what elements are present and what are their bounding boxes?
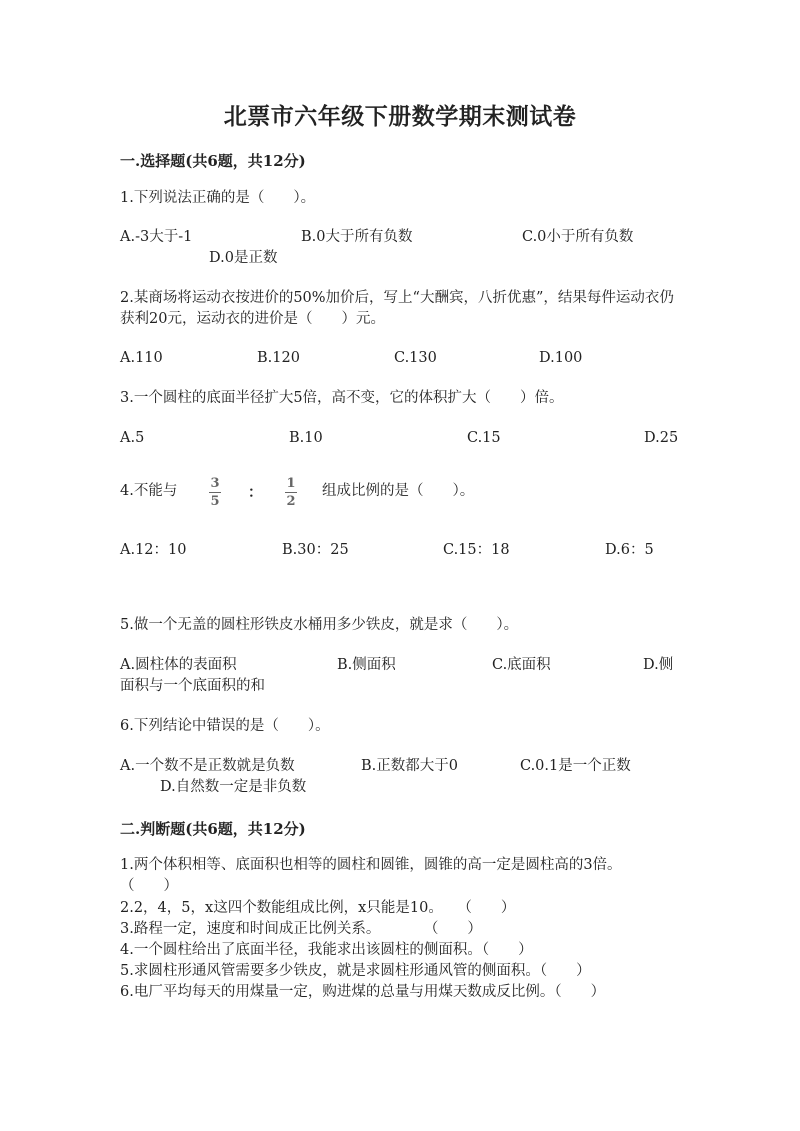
fraction-denominator: 5 — [210, 494, 220, 509]
q2-option-b: B.120 — [257, 350, 300, 366]
q6-option-d: D.自然数一定是非负数 — [160, 779, 307, 795]
question-3: 3.一个圆柱的底面半径扩大5倍，高不变，它的体积扩大（ ）倍。 — [120, 390, 564, 406]
q4-option-a: A.12：10 — [120, 542, 187, 558]
question-4-prefix: 4.不能与 — [120, 483, 178, 499]
q1-option-b: B.0大于所有负数 — [301, 229, 413, 245]
q5-option-d-line1: D.侧 — [643, 657, 674, 673]
fraction-three-fifths — [209, 476, 221, 509]
q4-option-b: B.30：25 — [282, 542, 349, 558]
q3-option-c: C.15 — [467, 430, 501, 446]
judgement-item-6: 6.电厂平均每天的用煤量一定，购进煤的总量与用煤天数成反比例。（ ） — [120, 984, 606, 1000]
fraction-denominator: 2 — [286, 494, 296, 509]
q5-option-a: A.圆柱体的表面积 — [120, 657, 237, 673]
q5-option-c: C.底面积 — [492, 657, 551, 673]
fraction-bar — [209, 492, 221, 493]
judgement-item-1: 1.两个体积相等、底面积也相等的圆柱和圆锥，圆锥的高一定是圆柱高的3倍。（ ） — [120, 857, 622, 894]
q5-option-b: B.侧面积 — [337, 657, 396, 673]
judgement-item-2: 2.2，4，5，x这四个数能组成比例，x只能是10。 （ ） — [120, 900, 516, 916]
judgement-item-4: 4.一个圆柱给出了底面半径，我能求出该圆柱的侧面积。（ ） — [120, 942, 533, 958]
q1-option-d: D.0是正数 — [209, 250, 278, 266]
q3-option-a: A.5 — [120, 430, 145, 446]
q4-option-d: D.6：5 — [605, 542, 654, 558]
q2-option-d: D.100 — [539, 350, 583, 366]
q6-option-b: B.正数都大于0 — [361, 758, 458, 774]
question-4-suffix: 组成比例的是（ ）。 — [322, 483, 475, 499]
q1-option-c: C.0小于所有负数 — [522, 229, 634, 245]
question-1: 1.下列说法正确的是（ ）。 — [120, 190, 316, 206]
q4-option-c: C.15：18 — [443, 542, 510, 558]
q3-option-d: D.25 — [644, 430, 679, 446]
question-6: 6.下列结论中错误的是（ ）。 — [120, 718, 330, 734]
q6-option-c: C.0.1是一个正数 — [520, 758, 631, 774]
page-title: 北票市六年级下册数学期末测试卷 — [223, 103, 577, 130]
fraction-numerator: 1 — [286, 476, 296, 491]
q2-option-a: A.110 — [120, 350, 163, 366]
ratio-colon: ： — [248, 484, 263, 501]
q2-option-c: C.130 — [394, 350, 437, 366]
section-heading-choice: 一.选择题(共6题，共12分) — [120, 152, 306, 170]
fraction-one-half — [285, 476, 297, 509]
fraction-numerator: 3 — [210, 476, 220, 491]
question-5: 5.做一个无盖的圆柱形铁皮水桶用多少铁皮，就是求（ ）。 — [120, 617, 519, 633]
q5-option-d-line2: 面积与一个底面积的和 — [120, 678, 265, 694]
judgement-item-5: 5.求圆柱形通风管需要多少铁皮，就是求圆柱形通风管的侧面积。（ ） — [120, 963, 591, 979]
q6-option-a: A.一个数不是正数就是负数 — [120, 758, 295, 774]
q3-option-b: B.10 — [289, 430, 323, 446]
judgement-item-3: 3.路程一定，速度和时间成正比例关系。 （ ） — [120, 921, 482, 937]
section-heading-judgement: 二.判断题(共6题，共12分) — [120, 820, 306, 838]
fraction-bar — [285, 492, 297, 493]
q1-option-a: A.-3大于-1 — [120, 229, 193, 245]
question-2: 2.某商场将运动衣按进价的50%加价后，写上“大酬宾，八折优惠”，结果每件运动衣仍获利20元，运动衣的进价是（ ）元。 — [120, 290, 674, 327]
